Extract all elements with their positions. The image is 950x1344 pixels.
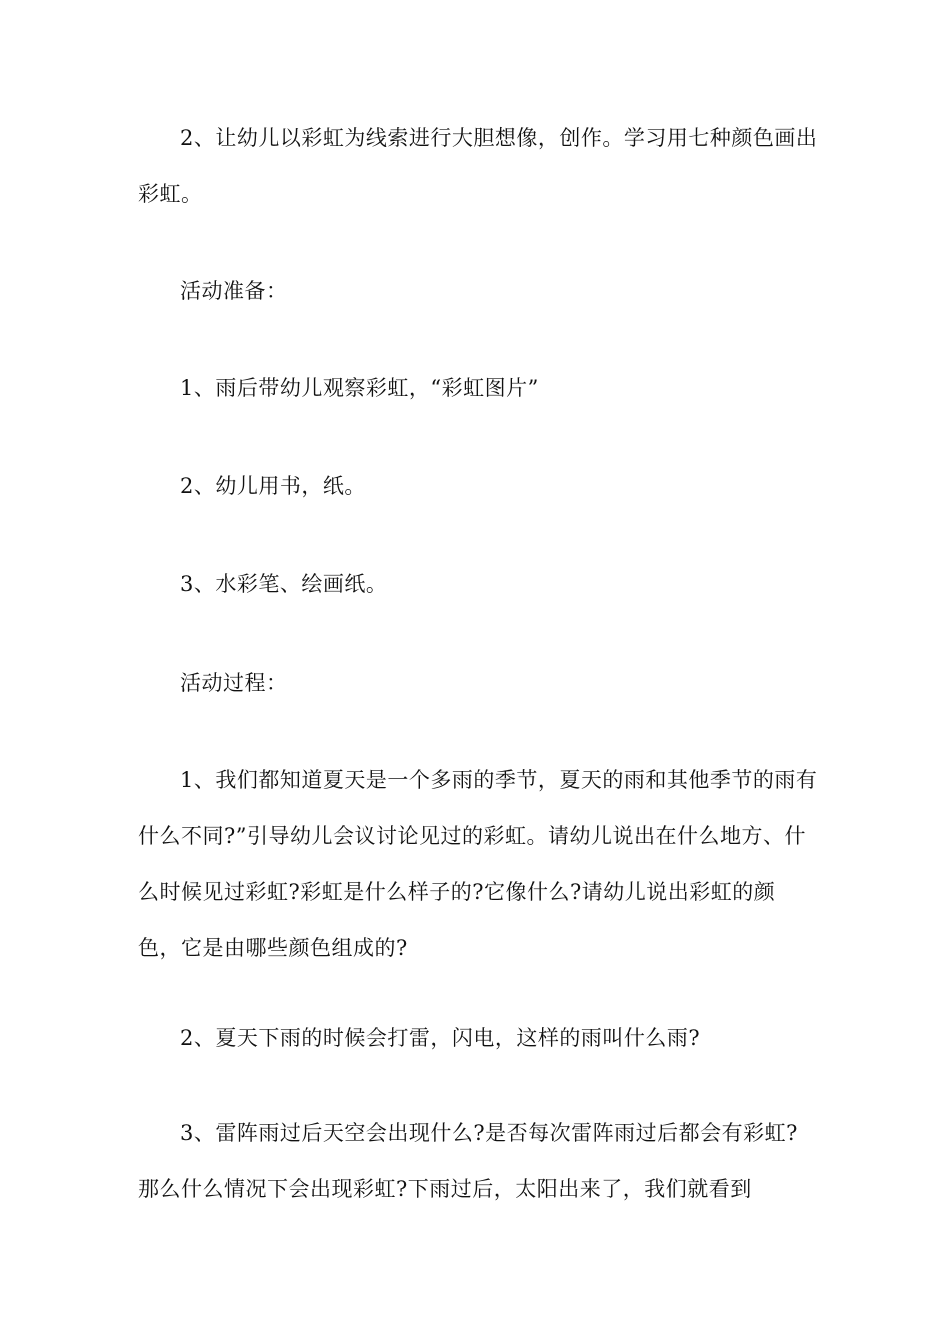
paragraph-goal-2: 2、让幼儿以彩虹为线索进行大胆想像，创作。学习用七种颜色画出彩虹。 — [138, 126, 818, 206]
paragraph-process-1: 1、我们都知道夏天是一个多雨的季节，夏天的雨和其他季节的雨有什么不同?”引导幼儿会议讨论见过的彩虹。请幼儿说出在什么地方、什么时候见过彩虹?彩虹是什么样子的?它像什么?请幼儿说出彩虹的颜色，它是由哪些颜色组成的? — [138, 768, 818, 960]
heading-preparation: 活动准备： — [180, 279, 288, 303]
paragraph-process-2: 2、夏天下雨的时候会打雷，闪电，这样的雨叫什么雨? — [180, 1026, 701, 1050]
heading-process: 活动过程： — [180, 671, 288, 695]
paragraph-process-3: 3、雷阵雨过后天空会出现什么?是否每次雷阵雨过后都会有彩虹?那么什么情况下会出现彩虹?下雨过后，太阳出来了，我们就看到 — [138, 1121, 798, 1201]
paragraph-preparation-3: 3、水彩笔、绘画纸。 — [180, 572, 388, 596]
paragraph-preparation-1: 1、雨后带幼儿观察彩虹，“彩虹图片” — [180, 376, 539, 400]
paragraph-preparation-2: 2、幼儿用书，纸。 — [180, 474, 366, 498]
